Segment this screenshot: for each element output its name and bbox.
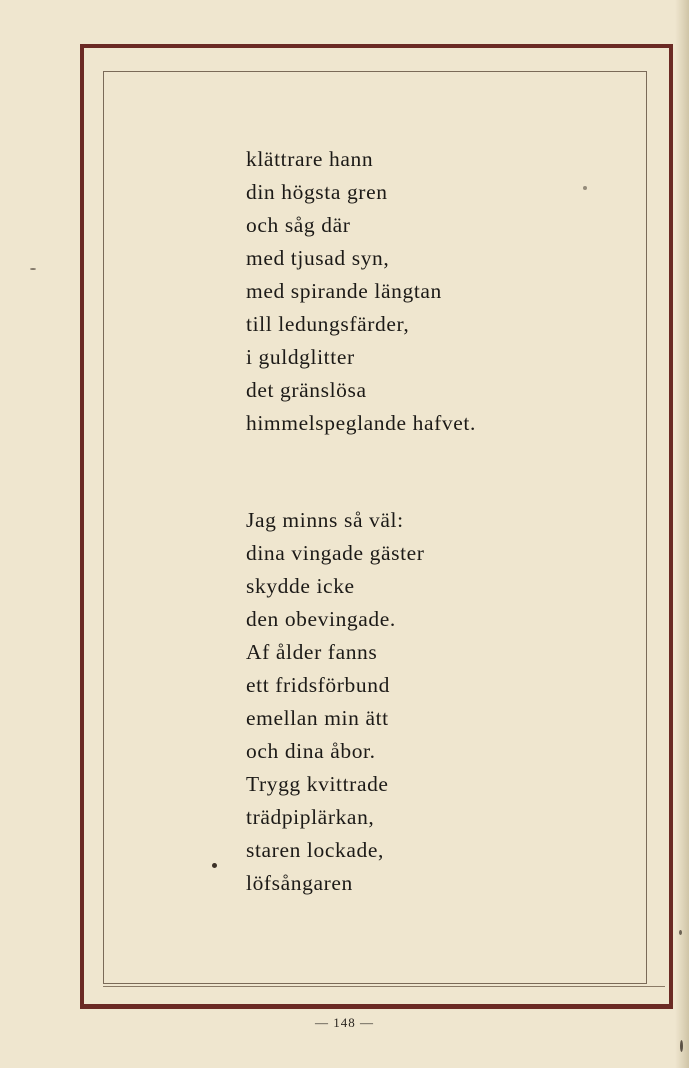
poem-line: ett fridsförbund [246,673,390,697]
poem-line: Trygg kvittrade [246,772,389,796]
poem-line: i guldglitter [246,345,355,369]
poem-line: med tjusad syn, [246,246,390,270]
poem-line: Af ålder fanns [246,640,378,664]
paper-speck [30,268,36,270]
paper-speck [680,1040,683,1052]
poem-line: klättrare hann [246,147,374,171]
poem-line: din högsta gren [246,180,388,204]
stanza-1 [246,143,636,440]
poem-line: löfsångaren [246,871,353,895]
poem-text [246,143,636,900]
poem-line: det gränslösa [246,378,367,402]
page-number: — 148 — [315,1015,374,1030]
poem-line: till ledungsfärder, [246,312,410,336]
stanza-2 [246,504,636,900]
poem-line: Jag minns så väl: [246,508,404,532]
poem-line: den obevingade. [246,607,396,631]
poem-line: emellan min ätt [246,706,389,730]
poem-line: dina vingade gäster [246,541,425,565]
poem-line: trädpiplärkan, [246,805,375,829]
poem-line: staren lockade, [246,838,384,862]
poem-line: och dina åbor. [246,739,376,763]
bottom-rule [103,986,665,987]
poem-line: himmelspeglande hafvet. [246,411,476,435]
page-edge-shadow [675,0,689,1068]
poem-line: skydde icke [246,574,355,598]
paper-speck [212,863,217,868]
paper-speck [583,186,587,190]
poem-line: och såg där [246,213,351,237]
poem-line: med spirande längtan [246,279,442,303]
paper-speck [679,930,682,935]
